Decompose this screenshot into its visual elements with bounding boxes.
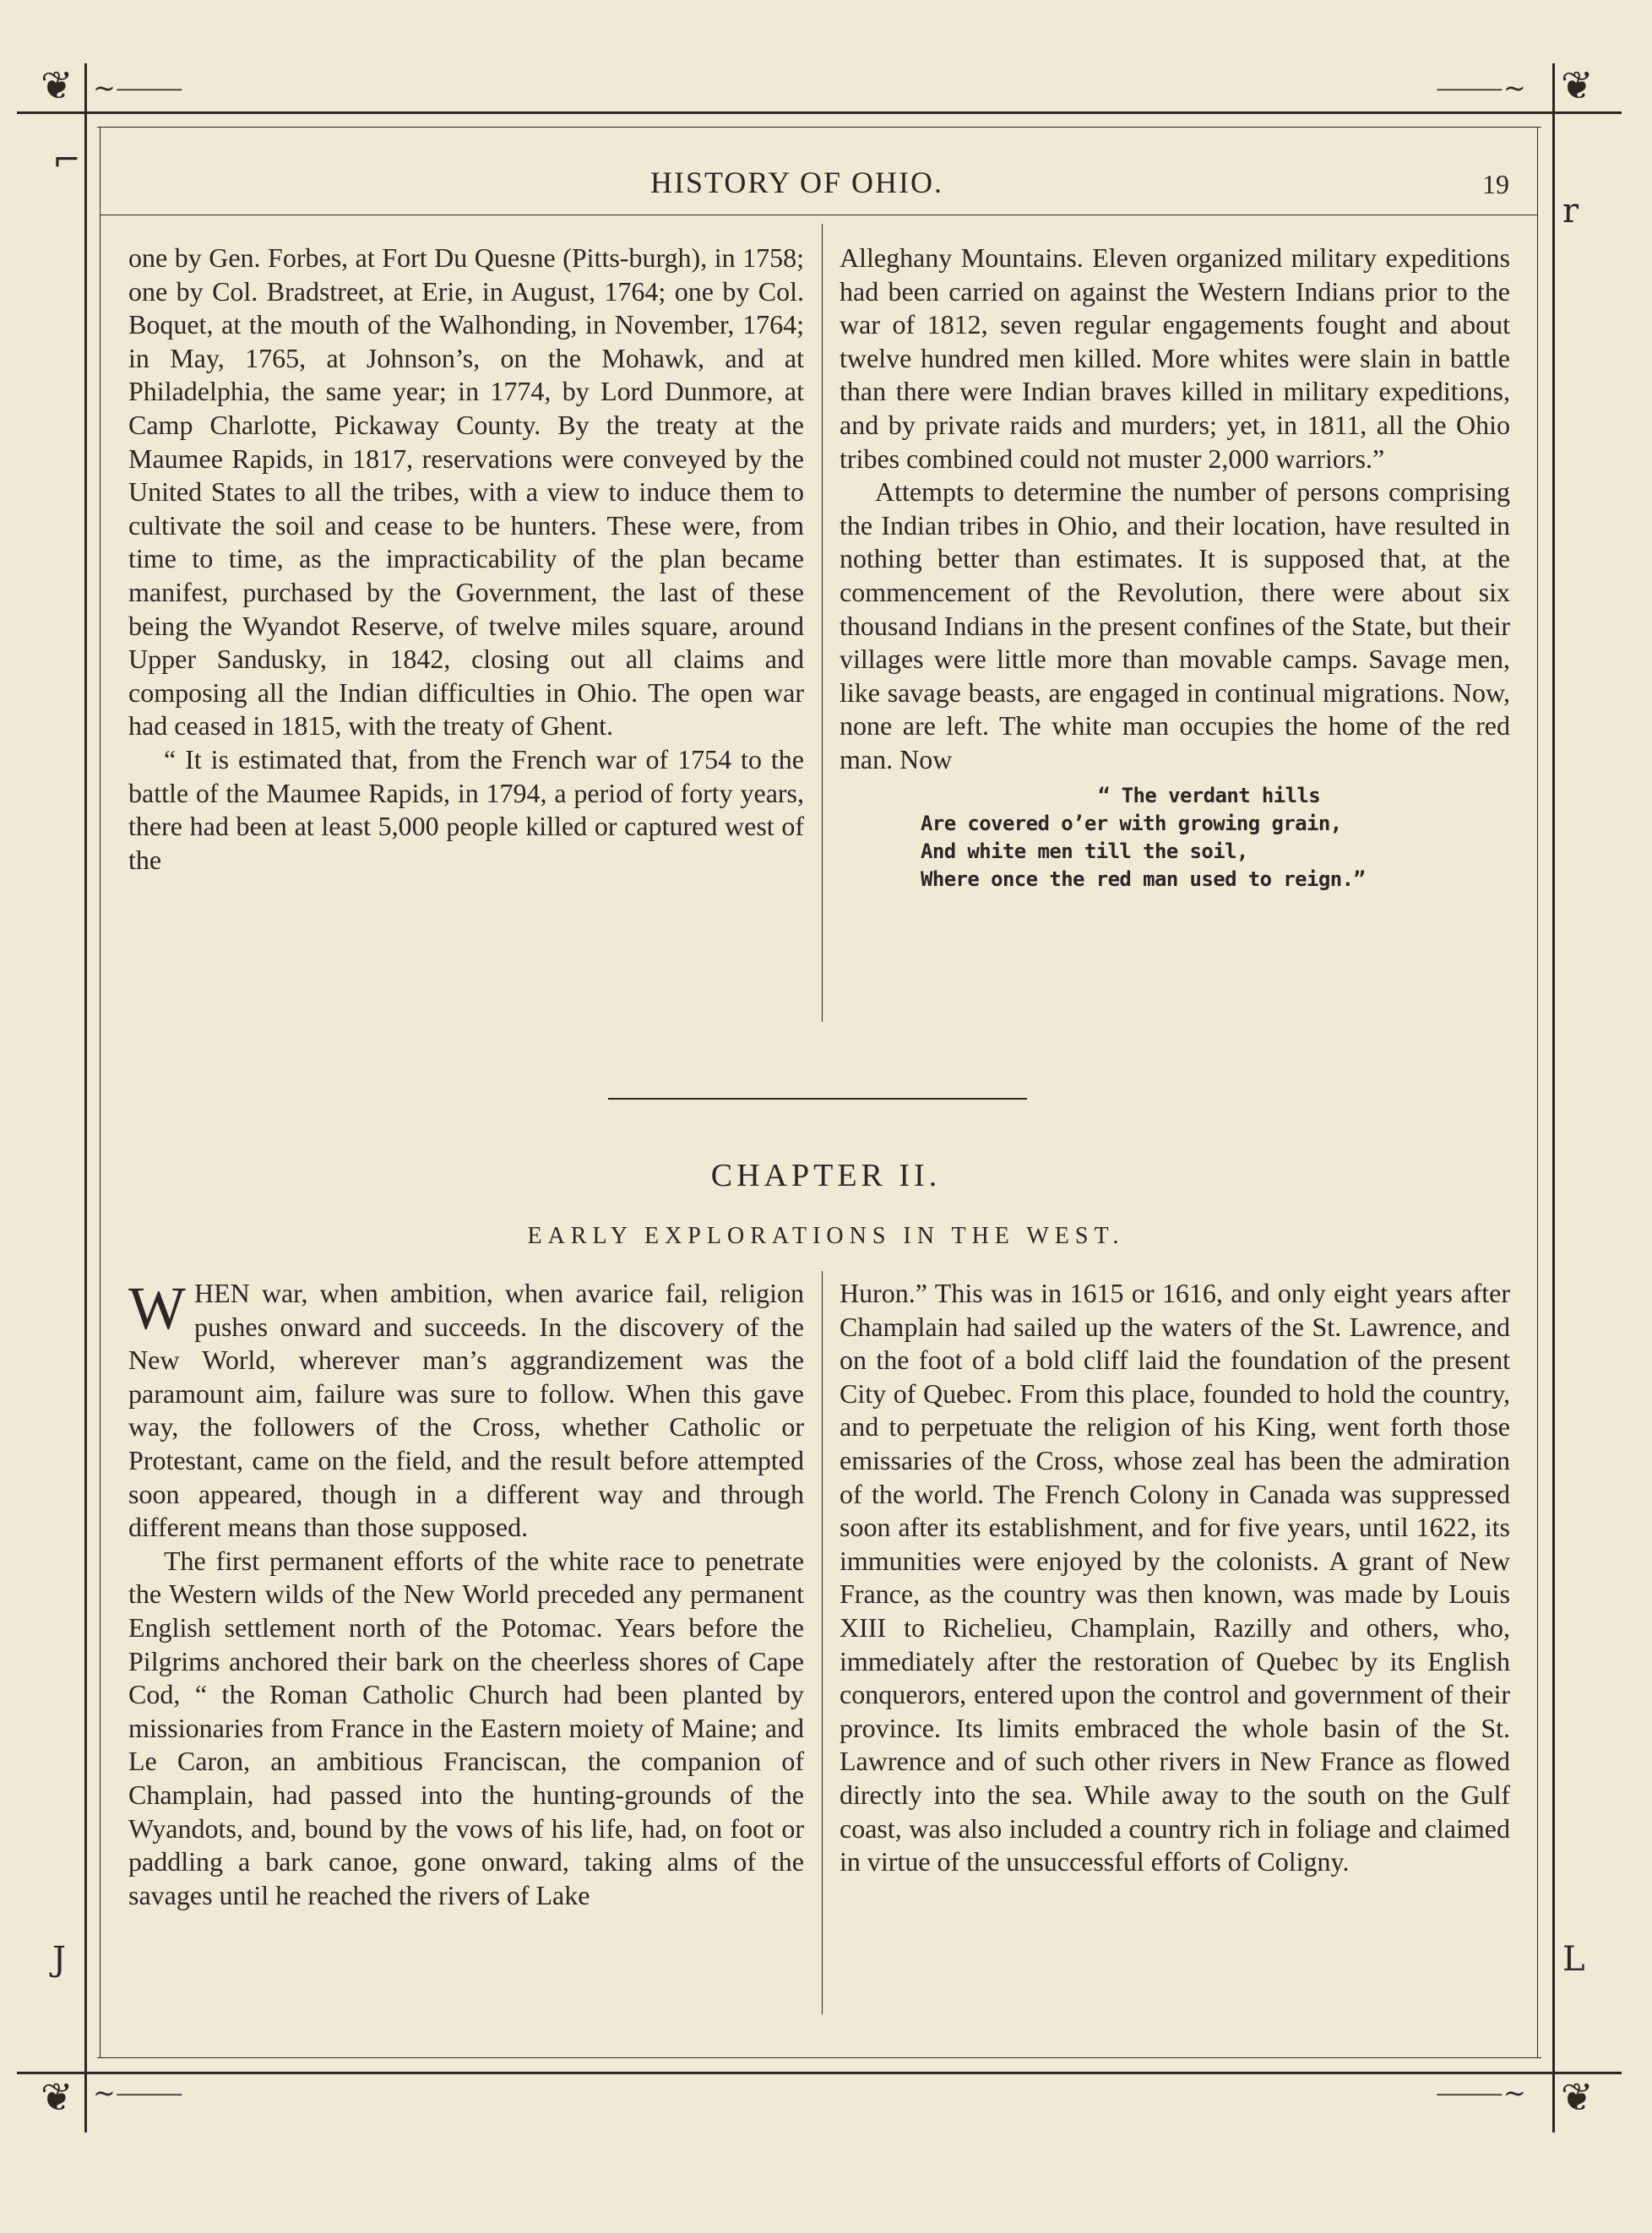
scroll-ornament-icon: L [1562, 1940, 1585, 1979]
paragraph: “ It is estimated that, from the French war of 1754 to the battle of the Maumee Rapids, in 1794, a period of forty years, there had been at least 5,000 people killed or captured west of the [128, 743, 804, 875]
scroll-ornament-icon: ⸻~ [1436, 72, 1526, 104]
paragraph: Alleghany Mountains. Eleven organized military expeditions had been carried on against the Western Indians prior to the war of 1812, seven regular engagements fought and about twelve hundred men killed. More whites were slain in battle than there were Indian braves killed in military expeditions, and by private raids and murders; yet, in 1811, all the Ohio tribes combined could not muster 2,000 warriors.” [840, 242, 1510, 474]
paragraph-text: HEN war, when ambition, when avarice fail, religion pushes onward and succeeds. In the discovery of the New World, wherever man’s aggrandizement was the paramount aim, failure was sure to follow. When this gave way, the followers of the Cross, whether Catholic or Protestant, came on the field, and the result before attempted soon appeared, though in a different way and through different means than those supposed. [128, 1278, 804, 1543]
corner-flourish-icon: ❦ [41, 2074, 73, 2120]
chapter-title: CHAPTER II. [710, 1158, 942, 1193]
scroll-ornament-icon: ~⸻ [93, 72, 183, 104]
scroll-ornament-icon: ⌐ [52, 141, 81, 180]
scroll-ornament-icon: ~⸻ [93, 2077, 183, 2109]
drop-cap: W [128, 1274, 186, 1342]
frame-left-inner-rule [100, 127, 101, 2057]
chapter-subtitle: EARLY EXPLORATIONS IN THE WEST. [527, 1223, 1125, 1249]
running-header: HISTORY OF OHIO. [650, 166, 944, 199]
scroll-ornament-icon: ⸻~ [1436, 2077, 1526, 2109]
frame-left-outer-rule [84, 63, 87, 2132]
poem-line: And white men till the soil, [921, 839, 1248, 863]
paragraph: Attempts to determine the number of persons comprising the Indian tribes in Ohio, and their location, have resulted in nothing better than estimates. It is supposed that, at the commencement of the Revolution, there were about six thousand Indians in the present confines of the State, but their villages were little more than movable camps. Savage men, like savage beasts, are engaged in continual migrations. Now, none are left. The white man occupies the home of the red man. Now [840, 476, 1510, 774]
frame-top-inner-rule [97, 127, 1541, 128]
poem-line: Where once the red man used to reign.” [921, 867, 1366, 891]
page-number: 19 [1482, 169, 1509, 199]
poem-line: Are covered o’er with growing grain, [921, 811, 1342, 835]
frame-right-inner-rule [1537, 127, 1538, 2057]
poem-line: “ The verdant hills [1098, 783, 1321, 807]
chapter-left-column [128, 1274, 804, 1912]
column-divider-bottom [822, 1271, 823, 2014]
top-left-column [128, 242, 804, 877]
poem-quote [840, 782, 1510, 894]
paragraph [128, 1274, 804, 1545]
frame-right-outer-rule [1552, 63, 1555, 2132]
corner-flourish-icon: ❦ [1561, 62, 1594, 108]
paragraph: one by Gen. Forbes, at Fort Du Quesne (Pitts-burgh), in 1758; one by Col. Bradstreet, at Erie, in August, 1764; one by Col. Boquet, at the mouth of the Walhonding, in November, 1764; in May, 1765, at Johnson’s, on the Mohawk, and at Philadelphia, the same year; in 1774, by Lord Dunmore, at Camp Charlotte, Pickaway County. By the treaty at the Maumee Rapids, in 1817, reservations were conveyed by the United States to all the tribes, with a view to induce them to cultivate the soil and cease to be hunters. These were, from time to time, as the impracticability of the plan became manifest, purchased by the Government, the last of these being the Wyandot Reserve, of twelve miles square, around Upper Sandusky, in 1842, closing out all claims and composing all the Indian difficulties in Ohio. The open war had ceased in 1815, with the treaty of Ghent. [128, 242, 804, 742]
corner-flourish-icon: ❦ [1561, 2074, 1594, 2120]
top-right-column [840, 242, 1510, 894]
column-divider-top [822, 224, 823, 1022]
frame-bottom-inner-rule [97, 2057, 1541, 2058]
paragraph: Huron.” This was in 1615 or 1616, and only eight years after Champlain had sailed up the waters of the St. Lawrence, and on the foot of a bold cliff laid the foundation of the present City of Quebec. From this place, founded to hold the country, and to perpetuate the religion of his King, went forth those emissaries of the Cross, whose zeal has been the admiration of the world. The French Colony in Canada was suppressed soon after its establishment, and for five years, until 1622, its immunities were enjoyed by the colonists. A grant of New France, as the country was then known, was made by Louis XIII to Richelieu, Champlain, Razilly and others, who, immediately after the restoration of Quebec by its English conquerors, entered upon the control and government of their province. Its limits embraced the whole basin of the St. Lawrence and of such other rivers in New France as flowed directly into the sea. While away to the south on the Gulf coast, was also included a country rich in foliage and claimed in virtue of the unsuccessful efforts of Coligny. [840, 1278, 1510, 1877]
scroll-ornament-icon: r [1562, 192, 1579, 231]
paragraph: The first permanent efforts of the white race to penetrate the Western wilds of the New World preceded any permanent English settlement north of the Potomac. Years before the Pilgrims anchored their bark on the cheerless shores of Cape Cod, “ the Roman Catholic Church had been planted by missionaries from France in the Eastern moiety of Maine; and Le Caron, an ambitious Franciscan, the companion of Champlain, had passed into the hunting-grounds of the Wyandots, and, bound by the vows of his life, had, on foot or paddling a bark canoe, gone onward, taking alms of the savages until he reached the rivers of Lake [128, 1545, 804, 1910]
scroll-ornament-icon: J [52, 1940, 67, 1979]
section-divider [608, 1098, 1027, 1100]
corner-flourish-icon: ❦ [41, 62, 73, 108]
frame-top-outer-rule [17, 111, 1622, 114]
chapter-right-column [840, 1277, 1510, 1879]
frame-bottom-outer-rule [17, 2072, 1622, 2074]
